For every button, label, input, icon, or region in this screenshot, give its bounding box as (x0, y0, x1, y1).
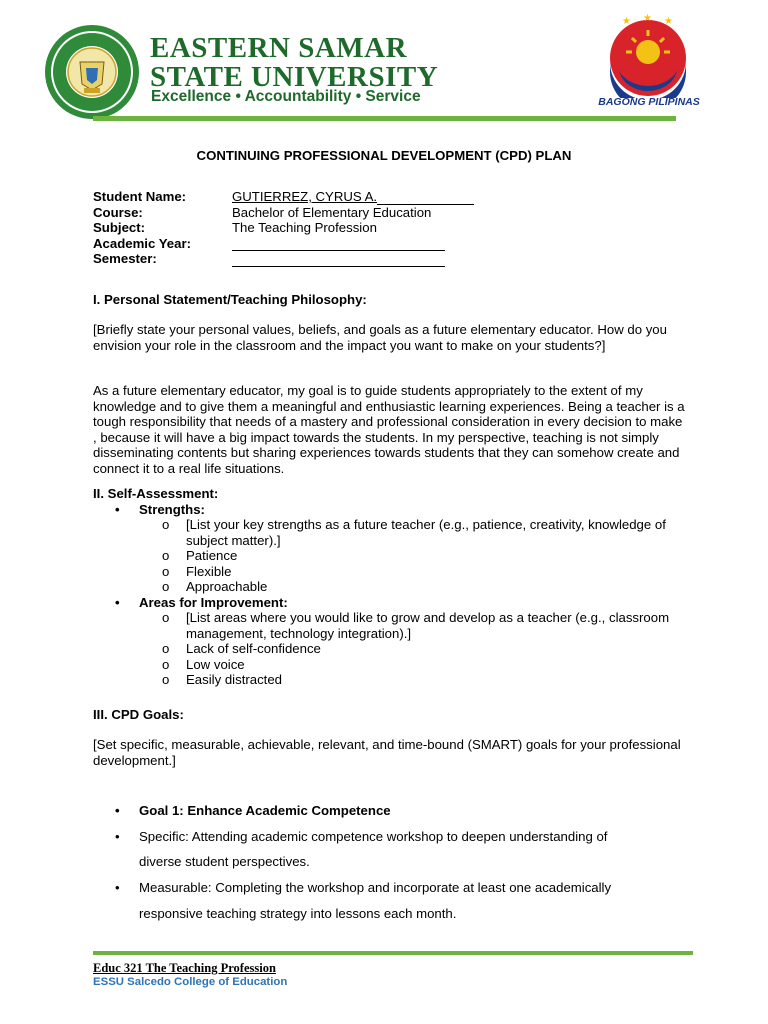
list-item (93, 657, 685, 673)
circle-bullet-icon: o (162, 610, 170, 625)
blank-line (232, 237, 445, 251)
university-name-line1: EASTERN SAMAR (150, 32, 408, 64)
blank-line (377, 191, 474, 205)
list-item-text: Lack of self-confidence (186, 641, 321, 656)
section-1-prompt: [Briefly state your personal values, beliefs, and goals as a future elementary educator. How do you envision your role in the classroom and the impact you want to make on your students?] (93, 322, 667, 353)
section-2 (93, 486, 685, 688)
blank-line (232, 253, 445, 267)
circle-bullet-icon: o (162, 517, 170, 532)
info-row-academic-year (93, 236, 693, 252)
goal-specific (93, 824, 685, 850)
footer-divider (93, 951, 693, 955)
circle-bullet-icon: o (162, 672, 170, 687)
improvement-label: Areas for Improvement: (139, 594, 288, 610)
bagong-pilipinas-logo (604, 12, 692, 98)
university-name-line2: STATE UNIVERSITY (150, 61, 439, 93)
info-row-subject (93, 220, 693, 236)
list-item (93, 672, 685, 688)
bullet-icon: • (115, 501, 120, 517)
svg-text:★: ★ (622, 16, 631, 27)
university-name (150, 34, 438, 92)
course-value: Bachelor of Elementary Education (232, 204, 432, 220)
academic-year-blank (232, 236, 445, 252)
strengths-label: Strengths: (139, 501, 205, 517)
circle-bullet-icon: o (162, 563, 170, 579)
university-motto: Excellence • Accountability • Service (151, 88, 421, 105)
goal-measurable-line1: Measurable: Completing the workshop and incorporate at least one academically (139, 880, 612, 896)
goal-measurable-line2: responsive teaching strategy into lessons each month. (139, 905, 457, 921)
goal-title (93, 798, 685, 824)
footer-college: ESSU Salcedo College of Education (93, 976, 288, 988)
list-item (93, 564, 685, 580)
info-row-course (93, 205, 693, 221)
student-name-value: GUTIERREZ, CYRUS A. (232, 189, 378, 204)
info-label: Student Name: (93, 189, 187, 204)
goal-title-text: Goal 1: Enhance Academic Competence (139, 803, 391, 818)
svg-text:★: ★ (643, 13, 652, 24)
bagong-pilipinas-label: BAGONG PILIPINAS (598, 96, 700, 108)
list-item (93, 548, 685, 564)
section-3-heading: III. CPD Goals: (93, 707, 184, 722)
goals-list (93, 798, 685, 927)
list-item-text: [List your key strengths as a future teacher (e.g., patience, creativity, knowledge of subject matter).] (186, 517, 666, 548)
section-2-heading: II. Self-Assessment: (93, 486, 219, 501)
list-item-text: Patience (186, 548, 238, 563)
student-info (93, 189, 693, 267)
university-seal-logo (44, 24, 140, 120)
list-item-text: Approachable (186, 579, 268, 594)
info-label: Semester: (93, 251, 157, 266)
list-item-text: Flexible (186, 563, 232, 579)
goal-specific-line2: diverse student perspectives. (139, 854, 310, 870)
header-divider (93, 116, 676, 121)
bullet-icon: • (115, 803, 120, 818)
info-row-semester (93, 251, 693, 267)
circle-bullet-icon: o (162, 641, 170, 656)
semester-blank (232, 251, 445, 267)
circle-bullet-icon: o (162, 579, 170, 594)
list-item-text: [List areas where you would like to grow and develop as a teacher (e.g., classroom management, technology integration).] (186, 610, 670, 641)
goal-measurable (93, 875, 685, 901)
goal-measurable-cont (93, 901, 685, 927)
section-3-prompt: [Set specific, measurable, achievable, relevant, and time-bound (SMART) goals for your professional development.] (93, 737, 681, 768)
document-title: CONTINUING PROFESSIONAL DEVELOPMENT (CPD) PLAN (196, 148, 572, 163)
circle-bullet-icon: o (162, 548, 170, 563)
list-item (93, 610, 685, 641)
circle-bullet-icon: o (162, 656, 170, 672)
letterhead (0, 0, 768, 125)
section-1-heading: I. Personal Statement/Teaching Philosophy: (93, 292, 367, 307)
strengths-item (93, 502, 685, 518)
info-label: Academic Year: (93, 235, 191, 251)
footer-course: Educ 321 The Teaching Profession (93, 961, 276, 975)
info-value (232, 189, 474, 205)
bullet-icon: • (115, 828, 120, 844)
info-label: Subject: (93, 220, 146, 235)
info-label: Course: (93, 204, 143, 220)
svg-text:★: ★ (664, 16, 673, 27)
list-item-text: Low voice (186, 656, 245, 672)
info-row-student-name (93, 189, 693, 205)
list-item (93, 579, 685, 595)
list-item (93, 641, 685, 657)
goal-specific-cont (93, 849, 685, 875)
bullet-icon: • (115, 594, 120, 610)
improvement-item (93, 595, 685, 611)
goal-specific-line1: Specific: Attending academic competence workshop to deepen understanding of (139, 828, 608, 844)
list-item-text: Easily distracted (186, 672, 283, 687)
bullet-icon: • (115, 880, 120, 896)
list-item (93, 517, 685, 548)
subject-value: The Teaching Profession (232, 220, 377, 235)
section-1-body: As a future elementary educator, my goal is to guide students appropriately to the extent of my knowledge and to give them a meaningful and enthusiastic learning experiences. Being a teacher is a tough responsibility that needs of a mastery and professional consideration in every decision to make , because it will have a big impact towards the students. In my perspective, teaching is not simply disseminating contents but sharing experiences towards students that they can somehow create and connect it to a real life situations. (93, 383, 685, 476)
